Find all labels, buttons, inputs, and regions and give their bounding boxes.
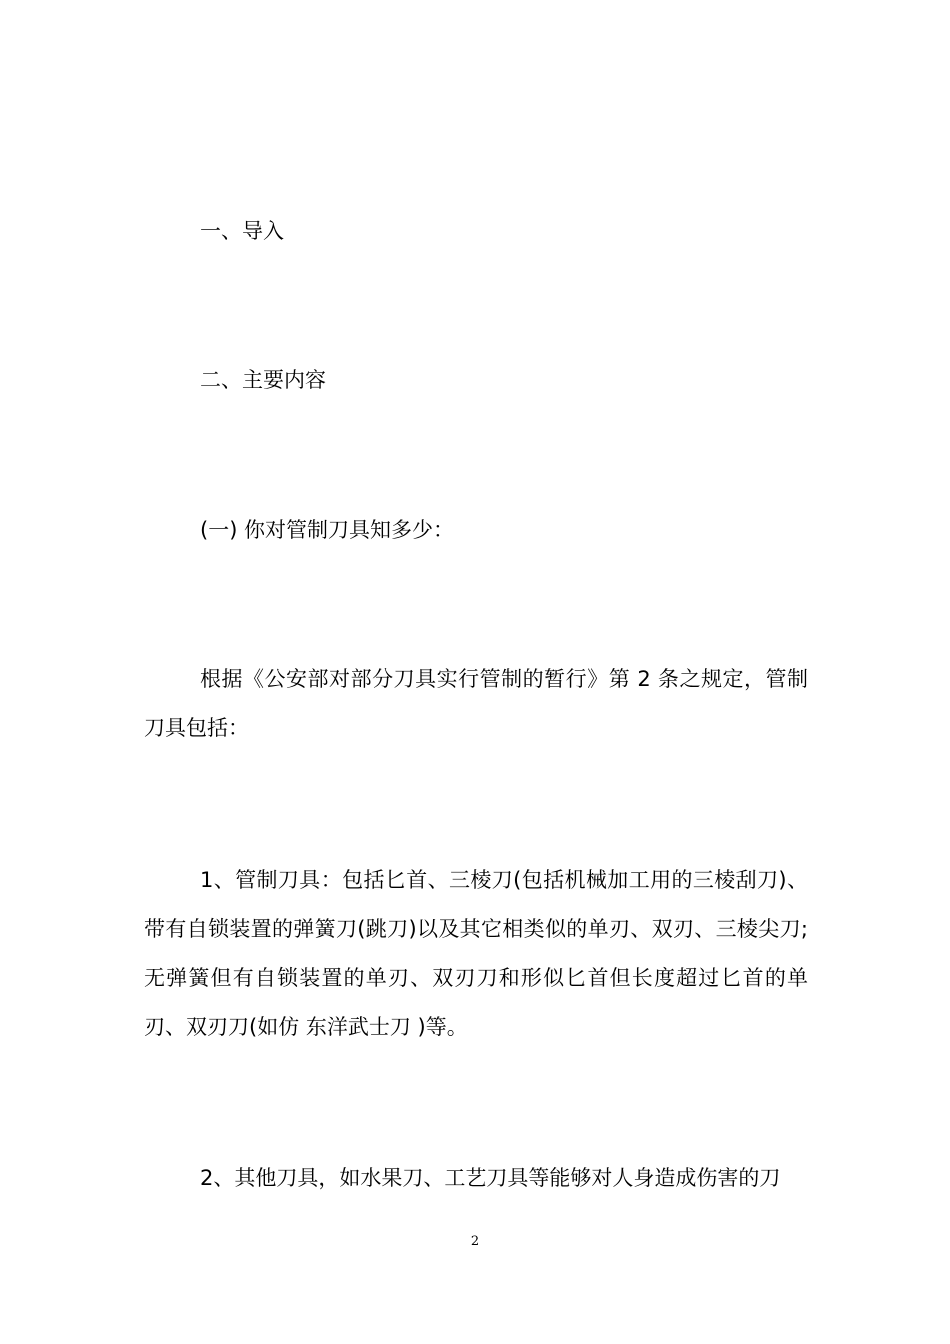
body-paragraph-regulation: 根据《公安部对部分刀具实行管制的暂行》第 2 条之规定，管制刀具包括： [144, 667, 808, 740]
body-paragraph-controlled-knives: 1、管制刀具：包括匕首、三棱刀(包括机械加工用的三棱刮刀)、带有自锁装置的弹簧刀(跳刀)以及其它相类似的单刃、双刃、三棱尖刀;无弹簧但有自锁装置的单刃、双刃刀和形似匕首但长度超过匕首的单刃、双刃刀(如仿 东洋武士刀 )等。 [144, 868, 808, 1039]
subsection-heading-knives: (一) 你对管制刀具知多少： [200, 518, 455, 542]
page-number: 2 [470, 1234, 480, 1249]
body-paragraph-other-knives: 2、其他刀具，如水果刀、工艺刀具等能够对人身造成伤害的刀 [200, 1166, 781, 1190]
section-heading-intro: 一、导入 [200, 219, 284, 243]
section-heading-main-content: 二、主要内容 [200, 368, 326, 392]
